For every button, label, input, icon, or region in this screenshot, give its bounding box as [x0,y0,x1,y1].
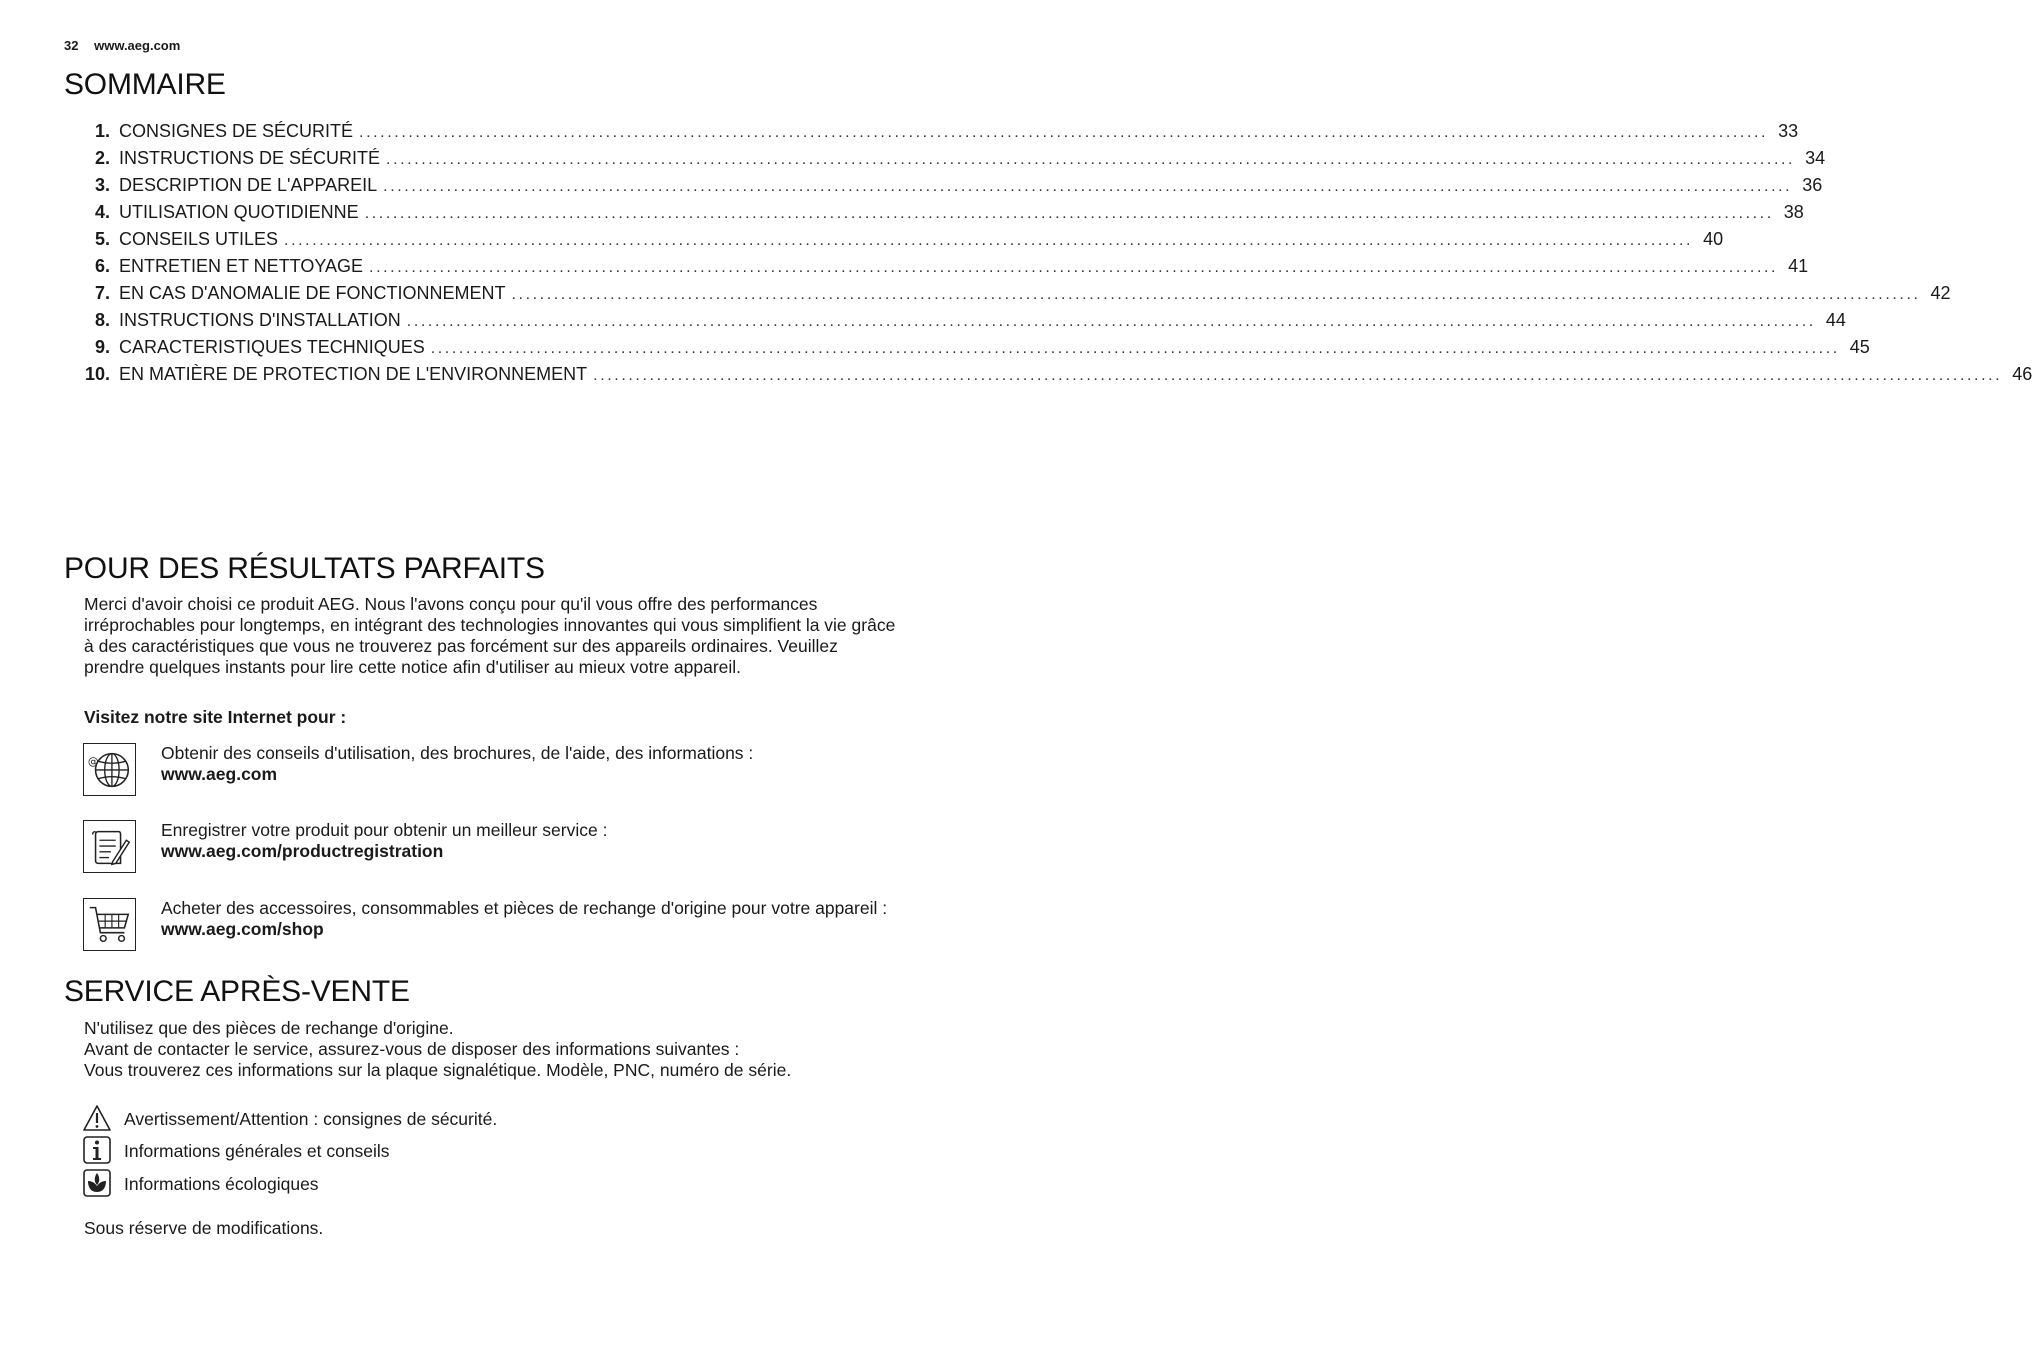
cart-icon [83,898,136,951]
toc-item-page: 38 [1783,202,1804,222]
toc-leader-dots: ........................................................................................................................................................................................................ [364,205,1774,222]
toc-item-title: INSTRUCTIONS D'INSTALLATION [119,310,401,330]
visit-label: Visitez notre site Internet pour : [84,707,347,727]
toc-item-page: 46 [2012,364,2032,384]
toc-item-title: EN MATIÈRE DE PROTECTION DE L'ENVIRONNEMENT [119,364,588,384]
toc-item-title: ENTRETIEN ET NETTOYAGE [119,256,364,276]
toc-item[interactable] [80,310,1846,337]
toc-item[interactable] [80,283,1951,310]
toc-item-number: 6. [94,256,110,276]
toc-leader-dots: ........................................................................................................................................................................................................ [511,286,1921,303]
legend-text: Informations générales et conseils [124,1141,390,1161]
service-line: Avant de contacter le service, assurez-vous de disposer des informations suivantes : [84,1039,740,1059]
website-link-text [161,743,896,785]
toc-item-page: 45 [1849,337,1870,357]
registration-link-description: Enregistrer votre produit pour obtenir un meilleur service : [161,820,608,840]
toc-item-number: 1. [94,121,110,141]
toc-item[interactable] [80,121,1799,148]
registration-link-text [161,820,896,862]
toc-item-page: 42 [1930,283,1951,303]
warning-icon [83,1104,111,1132]
footer-note: Sous réserve de modifications. [84,1218,324,1238]
toc-item-title: INSTRUCTIONS DE SÉCURITÉ [119,148,381,168]
toc-item-title: DESCRIPTION DE L'APPAREIL [119,175,378,195]
toc-item-number: 2. [94,148,110,168]
toc-item-number: 4. [94,202,110,222]
toc-leader-dots: ........................................................................................................................................................................................................ [593,367,2003,384]
registration-link-url[interactable]: www.aeg.com/productregistration [161,841,444,861]
toc-item-title: EN CAS D'ANOMALIE DE FONCTIONNEMENT [119,283,506,303]
toc-leader-dots: ........................................................................................................................................................................................................ [284,232,1694,249]
toc-item-number: 9. [94,337,110,357]
toc-leader-dots: ........................................................................................................................................................................................................ [359,124,1769,141]
toc-item[interactable] [80,148,1826,175]
header-site[interactable]: www.aeg.com [94,38,181,53]
eco-icon [83,1169,111,1197]
info-icon [83,1136,111,1164]
toc-item-page: 33 [1778,121,1799,141]
toc-item-title: CARACTERISTIQUES TECHNIQUES [119,337,425,357]
toc-item[interactable] [80,202,1804,229]
toc-item[interactable] [80,229,1724,256]
toc-item-page: 44 [1825,310,1846,330]
shop-link-text [161,898,896,940]
toc-item-title: CONSEILS UTILES [119,229,279,249]
toc-item-page: 40 [1703,229,1724,249]
service-line: Vous trouverez ces informations sur la plaque signalétique. Modèle, PNC, numéro de série. [84,1060,792,1080]
sommaire-title: SOMMAIRE [64,68,226,101]
toc-item-number: 8. [94,310,110,330]
table-of-contents [80,121,2032,391]
toc-item[interactable] [80,337,1870,364]
toc-leader-dots: ........................................................................................................................................................................................................ [430,340,1840,357]
toc-item-number: 10. [84,364,110,384]
results-intro: Merci d'avoir choisi ce produit AEG. Nous l'avons conçu pour qu'il vous offre des performances irréprochables pour longtemps, en intégrant des technologies innovantes qui vous simplifient la vie grâce à des caractéristiques que vous ne trouverez pas forcément sur des appareils ordinaires. Veuillez prendre quelques instants pour lire cette notice afin d'utiliser au mieux votre appareil. [84,594,896,677]
toc-item-number: 3. [94,175,110,195]
service-title: SERVICE APRÈS-VENTE [64,975,410,1008]
globe-icon [83,743,136,796]
toc-item[interactable] [80,364,2032,391]
shop-link-url[interactable]: www.aeg.com/shop [161,919,324,939]
legend-text: Informations écologiques [124,1174,319,1194]
toc-leader-dots: ........................................................................................................................................................................................................ [369,259,1779,276]
results-title: POUR DES RÉSULTATS PARFAITS [64,552,545,585]
toc-leader-dots: ........................................................................................................................................................................................................ [383,178,1793,195]
legend-text: Avertissement/Attention : consignes de sécurité. [124,1109,498,1129]
toc-item-number: 7. [94,283,110,303]
svg-text:@: @ [87,756,99,769]
toc-item[interactable] [80,175,1823,202]
toc-item[interactable] [80,256,1809,283]
shop-link-description: Acheter des accessoires, consommables et pièces de rechange d'origine pour votre appareil : [161,898,888,918]
toc-item-page: 34 [1805,148,1826,168]
toc-item-number: 5. [94,229,110,249]
registration-icon [83,820,136,873]
service-text [84,1018,896,1081]
toc-item-page: 36 [1802,175,1823,195]
toc-item-page: 41 [1788,256,1809,276]
website-link-description: Obtenir des conseils d'utilisation, des brochures, de l'aide, des informations : [161,743,754,763]
toc-leader-dots: ........................................................................................................................................................................................................ [386,151,1796,168]
service-line: N'utilisez que des pièces de rechange d'origine. [84,1018,454,1038]
page-number: 32 [64,38,79,53]
toc-leader-dots: ........................................................................................................................................................................................................ [406,313,1816,330]
toc-item-title: UTILISATION QUOTIDIENNE [119,202,359,222]
website-link-url[interactable]: www.aeg.com [161,764,278,784]
toc-item-title: CONSIGNES DE SÉCURITÉ [119,121,354,141]
page-header [64,38,180,53]
